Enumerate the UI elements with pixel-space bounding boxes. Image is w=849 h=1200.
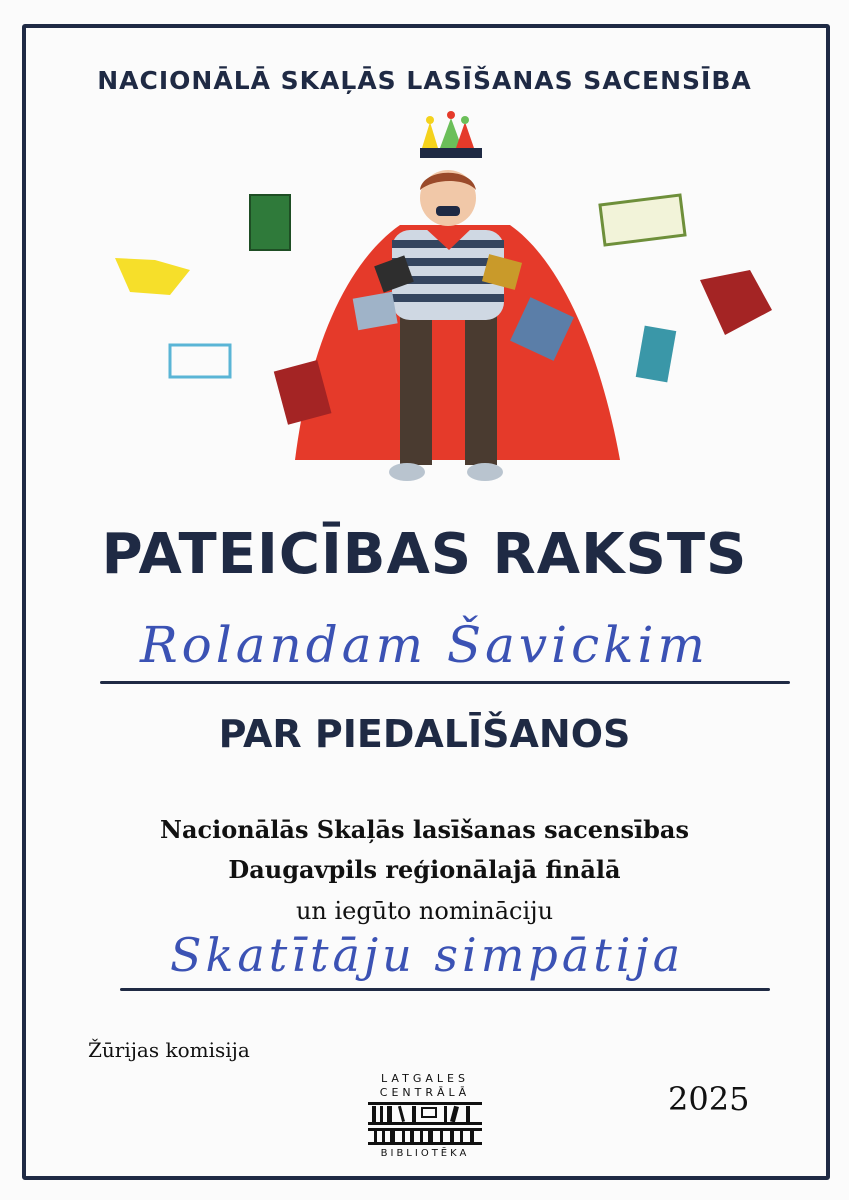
nomination-intro: un iegūto nomināciju [295, 897, 554, 925]
certificate-subtitle: PAR PIEDALĪŠANOS [218, 712, 631, 756]
competition-line: Nacionālās Skaļās lasīšanas sacensības [160, 815, 689, 844]
logo-bookshelf-icon [368, 1102, 482, 1145]
nomination-name: Skatītāju simpātija [170, 928, 685, 982]
certificate-title: PATEICĪBAS RAKSTS [101, 522, 748, 587]
jury-signature-label: Žūrijas komisija [88, 1038, 250, 1062]
crown-icon [420, 111, 482, 158]
logo-top-text: LATGALES [381, 1072, 469, 1085]
logo-bottom-text: BIBLIOTĒKA [380, 1148, 470, 1159]
certificate-year: 2025 [668, 1080, 750, 1118]
competition-heading: NACIONĀLĀ SKAĻĀS LASĪŠANAS SACENSĪBA [97, 66, 752, 95]
final-line: Daugavpils reģionālajā finālā [228, 855, 621, 884]
recipient-underline [100, 681, 790, 684]
reader-superhero-illustration [100, 110, 790, 500]
library-logo [360, 1070, 490, 1160]
logo-middle-text: CENTRĀLĀ [379, 1086, 471, 1099]
recipient-name: Rolandam Šavickim [140, 616, 709, 674]
nomination-underline [120, 988, 770, 991]
